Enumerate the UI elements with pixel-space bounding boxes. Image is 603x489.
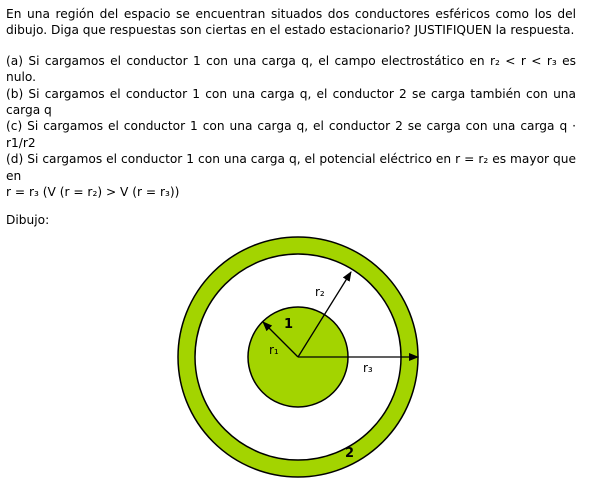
r1-label: r₁: [269, 343, 279, 357]
r2-label: r₂: [315, 285, 325, 299]
conductor-1-label: 1: [284, 317, 294, 332]
drawing-label: Dibujo:: [6, 213, 50, 228]
option-d-line-1: (d) Si cargamos el conductor 1 con una carga q, el potencial eléctrico en r = r₂ es mayor que en: [6, 152, 576, 183]
option-b: (b) Si cargamos el conductor 1 con una carga q, el conductor 2 se carga también con una carga q: [6, 86, 576, 118]
option-c: (c) Si cargamos el conductor 1 con una carga q, el conductor 2 se carga con una carga q · r1/r2: [6, 119, 576, 150]
conductor-2-label: 2: [345, 446, 355, 461]
r3-label: r₃: [363, 361, 373, 375]
option-d-line-2: r = r₃ (V (r = r₂) > V (r = r₃)): [6, 185, 180, 200]
option-a: (a) Si cargamos el conductor 1 con una carga q, el campo electrostático en r₂ < r < r₃ es nulo.: [6, 53, 576, 85]
problem-intro: En una región del espacio se encuentran situados dos conductores esféricos como los del dibujo. Diga que respuestas son ciertas en el estado estacionario? JUSTIFIQUEN la respuesta.: [6, 7, 576, 38]
